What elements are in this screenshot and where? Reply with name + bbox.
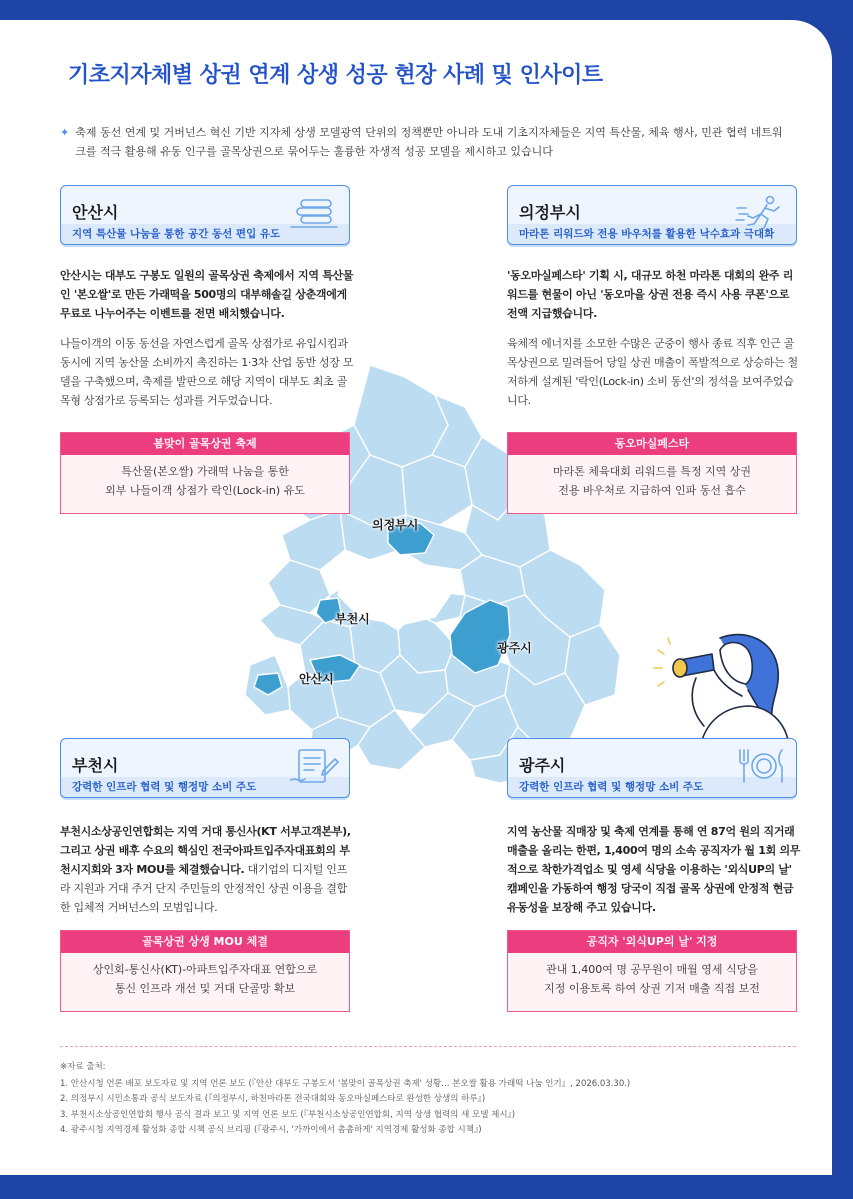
- bucheon-highlight-body: [61, 953, 349, 998]
- uijeongbu-name: 의정부시: [519, 203, 581, 222]
- bucheon-description: [60, 822, 354, 928]
- gwangju-description: [507, 822, 801, 928]
- runner-icon: [734, 194, 788, 232]
- bucheon-highlight-line-1: 상인회-통신사(KT)-아파트입주자대표 연합으로: [92, 963, 318, 976]
- source-item: 4. 광주시청 지역경제 활성화 종합 시책 공식 브리핑 (『광주시, '가까이에서 촘촘하게' 지역경제 활성화 종합 시책』): [60, 1125, 482, 1135]
- intro-text: 축제 동선 연계 및 거버넌스 혁신 기반 지자체 상생 모델광역 단위의 정책뿐만 아니라 도내 기초지자체들은 지역 특산물, 체육 행사, 민관 협력 네트워크를 적극 활용해 유동 인구를 골목상권으로 묶어두는 훌륭한 자생적 성공 모델을 제시하고 있습니다: [75, 126, 783, 158]
- document-sign-icon: [287, 747, 341, 785]
- ansan-highlight-line-1: 특산물(본오쌀) 가래떡 나눔을 통한: [121, 465, 289, 478]
- map-region: [402, 455, 472, 525]
- uijeongbu-subtitle: 마라톤 리워드와 전용 바우처를 활용한 낙수효과 극대화: [508, 224, 796, 244]
- gwangju-highlight-line-2: 지정 이용토록 하여 상권 기저 매출 직접 보전: [544, 982, 760, 995]
- bucheon-subtitle: 강력한 인프라 협력 및 행정망 소비 주도: [61, 777, 349, 797]
- ansan-highlight-line-2: 외부 나들이객 상점가 락인(Lock-in) 유도: [105, 484, 305, 497]
- sources-label: ※자료 출처:: [60, 1062, 106, 1072]
- uijeongbu-card: [507, 185, 797, 245]
- ansan-description: [60, 266, 354, 421]
- page-title: 기초지자체별 상권 연계 상생 성공 현장 사례 및 인사이트: [68, 63, 603, 88]
- gwangju-paragraph-1: 지역 농산물 직매장 및 축제 연계를 통해 연 87억 원의 직거래 매출을 올리는 한편, 1,400여 명의 소속 공직자가 월 1회 의무적으로 착한가격업소 및 영세 식당을 이용하는 '외식UP의 날' 캠페인을 가동하여 행정 당국이 직접 골목 상권에 안정적 현금 유동성을 보장해 주고 있습니다.: [507, 825, 801, 914]
- map-label-gwangju: 광주시: [497, 641, 532, 655]
- sources-section: [60, 1060, 796, 1139]
- dining-icon: [734, 747, 788, 785]
- ansan-highlight-box: [60, 432, 350, 514]
- source-item: 2. 의정부시 시민소통과 공식 보도자료 (『의정부시, 하천마라톤 전국대회와 동오마실페스타로 완성한 상생의 하루』): [60, 1094, 486, 1104]
- bucheon-highlight-box: [60, 930, 350, 1012]
- uijeongbu-highlight-title: 동오마실페스타: [508, 433, 796, 455]
- gwangju-highlight-title: 공직자 '외식UP의 날' 지정: [508, 931, 796, 953]
- gwangju-card: [507, 738, 797, 798]
- bucheon-highlight-title: 골목상권 상생 MOU 체결: [61, 931, 349, 953]
- map-label-ansan: 안산시: [299, 672, 334, 686]
- sources-divider: [60, 1046, 796, 1047]
- gwangju-name: 광주시: [519, 756, 566, 775]
- gwangju-subtitle: 강력한 인프라 협력 및 행정망 소비 주도: [508, 777, 796, 797]
- source-item: 3. 부천시소상공인연합회 행사 공식 결과 보고 및 지역 언론 보도 (『부천시소상공인연합회, 지역 상생 협력의 새 모델 제시』): [60, 1109, 516, 1120]
- bucheon-card: [60, 738, 350, 798]
- uijeongbu-highlight-line-2: 전용 바우처로 지급하여 인파 동선 흡수: [558, 484, 746, 497]
- bucheon-paragraph-1: [60, 822, 354, 917]
- uijeongbu-highlight-box: [507, 432, 797, 514]
- ansan-paragraph-1: 안산시는 대부도 구봉도 일원의 골목상권 축제에서 지역 특산물인 '본오쌀'로 만든 가래떡을 500명의 대부해솔길 상춘객에게 무료로 나누어주는 이벤트를 전면 배치했습니다.: [60, 269, 354, 320]
- rice-cake-icon: [287, 194, 341, 232]
- ansan-name: 안산시: [72, 203, 119, 222]
- map-label-uijeongbu: 의정부시: [372, 518, 419, 532]
- ansan-highlight-title: 봄맞이 골목상권 축제: [61, 433, 349, 455]
- bucheon-paragraph-strong: 부천시소상공인연합회는 지역 거대 통신사(KT 서부고객본부), 그리고 상권 배후 수요의 핵심인 전국아파트입주자대표회의 부천시지회와 3자 MOU를 체결했습니다.: [60, 825, 351, 876]
- bucheon-paragraph-rest: 대기업의 디지털 인프라 지원과 거대 주거 단지 주민들의 안정적인 상권 이용을 결합한 입체적 거버넌스의 모범입니다.: [60, 863, 347, 914]
- uijeongbu-highlight-body: [508, 455, 796, 500]
- uijeongbu-paragraph-2: 육체적 에너지를 소모한 수많은 군중이 행사 종료 직후 인근 골목상권으로 밀려들어 당일 상권 매출이 폭발적으로 상승하는 철저하게 설계된 '락인(Lock-in) 소비 동선'의 정석을 보여주었습니다.: [507, 337, 798, 407]
- source-item: 1. 안산시청 언론 배포 보도자료 및 지역 언론 보도 (『안산 대부도 구봉도서 '봄맞이 골목상권 축제' 성황… 본오쌀 활용 가래떡 나눔 인기』, 2026.03.30.): [60, 1078, 631, 1089]
- gwangju-highlight-box: [507, 930, 797, 1012]
- uijeongbu-highlight-line-1: 마라톤 체육대회 리워드를 특정 지역 상권: [552, 465, 752, 478]
- uijeongbu-paragraph-1: '동오마실페스타' 기획 시, 대규모 하천 마라톤 대회의 완주 리워드를 현물이 아닌 '동오마을 상권 전용 즉시 사용 쿠폰'으로 전액 지급했습니다.: [507, 269, 794, 320]
- map-label-bucheon: 부천시: [335, 612, 370, 626]
- ansan-highlight-body: [61, 455, 349, 500]
- ansan-card: [60, 185, 350, 245]
- ansan-paragraph-2: 나들이객의 이동 동선을 자연스럽게 골목 상점가로 유입시킴과 동시에 지역 농산물 소비까지 촉진하는 1·3차 산업 동반 성장 모델을 구축했으며, 축제를 발판으로 해당 지역이 대부도 최초 골목형 상점가로 등록되는 성과를 거두었습니다.: [60, 337, 354, 407]
- bucheon-highlight-line-2: 통신 인프라 개선 및 거대 단골망 확보: [114, 982, 296, 995]
- gwangju-highlight-body: [508, 953, 796, 998]
- uijeongbu-description: [507, 266, 801, 421]
- sparkle-icon: ✦: [60, 126, 70, 139]
- intro-paragraph: [60, 123, 790, 161]
- ansan-subtitle: 지역 특산물 나눔을 통한 공간 동선 편입 유도: [61, 224, 349, 244]
- person-binoculars-illustration: [650, 630, 790, 740]
- gwangju-highlight-line-1: 관내 1,400여 명 공무원이 매월 영세 식당을: [546, 963, 758, 976]
- bucheon-name: 부천시: [72, 756, 119, 775]
